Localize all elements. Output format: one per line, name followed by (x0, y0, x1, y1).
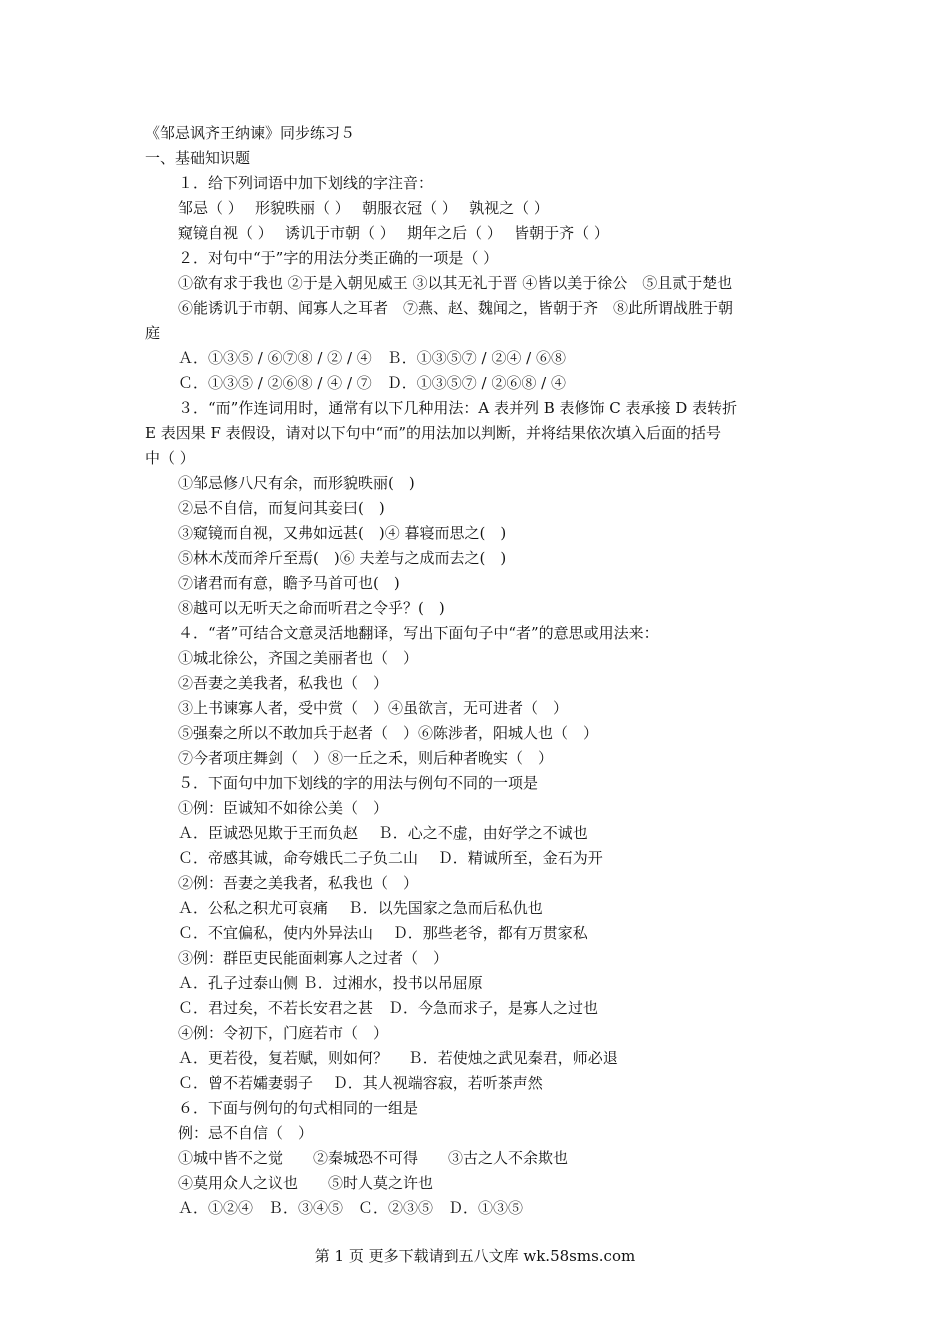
q3-item: ⑧越可以无听天之命而听君之令乎？( ) (178, 599, 445, 617)
q5-item: Ｃ．帝感其诚，命夸娥氏二子负二山 Ｄ．精诚所至，金石为开 (178, 849, 603, 867)
q3-item: ⑦诸君而有意，瞻予马首可也( ) (178, 574, 400, 592)
q3-stem: 中（ ） (145, 449, 195, 467)
q3-stem: ３．“而”作连词用时，通常有以下几种用法：A 表并列 B 表修饰 C 表承接 D 表转折 (178, 399, 738, 417)
q3-stem: E 表因果 F 表假设，请对以下句中“而”的用法加以判断，并将结果依次填入后面的括号 (145, 424, 722, 442)
q1-row: 邹忌（ ） 形貌昳丽（ ） 朝服衣冠（ ） 孰视之（ ） (178, 199, 549, 217)
q3-item: ②忌不自信，而复问其妾曰( ) (178, 499, 385, 517)
q5-item: ④例：令初下，门庭若市（ ） (178, 1024, 389, 1042)
q3-item: ⑤林木茂而斧斤至焉( )⑥ 夫差与之成而去之( ) (178, 549, 507, 567)
q2-stem: ２．对句中“于”字的用法分类正确的一项是（ ） (178, 249, 499, 267)
q5-item: Ａ．孔子过泰山侧 Ｂ．过湘水，投书以吊屈原 (178, 974, 483, 992)
section-heading: 一、基础知识题 (145, 149, 251, 167)
q1-row: 窥镜自视（ ） 诱讥于市朝（ ） 期年之后（ ） 皆朝于齐（ ） (178, 224, 609, 242)
doc-title: 《邹忌讽齐王纳谏》同步练习５ (145, 124, 356, 142)
q1-stem: １．给下列词语中加下划线的字注音： (178, 174, 434, 192)
q4-stem: ４．“者”可结合文意灵活地翻译，写出下面句子中“者”的意思或用法来： (178, 624, 659, 642)
q5-item: Ａ．更若役，复若赋，则如何？ Ｂ．若使烛之武见秦君，师必退 (178, 1049, 618, 1067)
q6-item: ①城中皆不之觉 ②秦城恐不可得 ③古之人不余欺也 (178, 1149, 569, 1167)
q6-item: ④莫用众人之议也 ⑤时人莫之许也 (178, 1174, 434, 1192)
q5-item: ③例：群臣吏民能面刺寡人之过者（ ） (178, 949, 449, 967)
q6-options: Ａ．①②④ Ｂ．③④⑤ Ｃ．②③⑤ Ｄ．①③⑤ (178, 1199, 524, 1217)
q4-item: ②吾妻之美我者，私我也（ ） (178, 674, 389, 692)
q5-stem: ５．下面句中加下划线的字的用法与例句不同的一项是 (178, 774, 539, 792)
q3-item: ①邹忌修八尺有余，而形貌昳丽( ) (178, 474, 415, 492)
q6-item: 例：忌不自信（ ） (178, 1124, 314, 1142)
q4-item: ③上书谏寡人者，受中赏（ ）④虽欲言，无可进者（ ） (178, 699, 569, 717)
q2-options: Ｃ．①③⑤ / ②⑥⑧ / ④ / ⑦ Ｄ．①③⑤⑦ / ②⑥⑧ / ④ (178, 374, 566, 392)
q5-item: Ａ．臣诚恐见欺于王而负赵 Ｂ．心之不虚，由好学之不诚也 (178, 824, 588, 842)
q6-stem: ６．下面与例句的句式相同的一组是 (178, 1099, 419, 1117)
q4-item: ⑦今者项庄舞剑（ ）⑧一丘之禾，则后种者晚实（ ） (178, 749, 554, 767)
q4-item: ①城北徐公，齐国之美丽者也（ ） (178, 649, 419, 667)
q5-item: ②例：吾妻之美我者，私我也（ ） (178, 874, 419, 892)
q3-item: ③窥镜而自视，又弗如远甚( )④ 暮寝而思之( ) (178, 524, 507, 542)
q4-item: ⑤强秦之所以不敢加兵于赵者（ ）⑥陈涉者，阳城人也（ ） (178, 724, 599, 742)
q5-item: ①例：臣诚知不如徐公美（ ） (178, 799, 389, 817)
q5-item: Ｃ．不宜偏私，使内外异法山 Ｄ．那些老爷，都有万贯家私 (178, 924, 588, 942)
q2-options: Ａ．①③⑤ / ⑥⑦⑧ / ② / ④ Ｂ．①③⑤⑦ / ②④ / ⑥⑧ (178, 349, 566, 367)
q5-item: Ｃ．曾不若孀妻弱子 Ｄ．其人视端容寂，若听茶声然 (178, 1074, 543, 1092)
q5-item: Ａ．公私之积尤可哀痛 Ｂ．以先国家之急而后私仇也 (178, 899, 543, 917)
q5-item: Ｃ．君过矣，不若长安君之甚 Ｄ．今急而求子，是寡人之过也 (178, 999, 599, 1017)
q2-row-continued: 庭 (145, 324, 161, 342)
page-footer: 第 1 页 更多下载请到五八文库 wk.58sms.com (314, 1247, 636, 1265)
document-body (145, 121, 810, 1221)
q2-row: ⑥能诱讥于市朝、闻寡人之耳者 ⑦燕、赵、魏闻之，皆朝于齐 ⑧此所谓战胜于朝 (178, 299, 734, 317)
q2-row: ①欲有求于我也 ②于是入朝见威王 ③以其无礼于晋 ④皆以美于徐公 ⑤且贰于楚也 (178, 274, 733, 292)
